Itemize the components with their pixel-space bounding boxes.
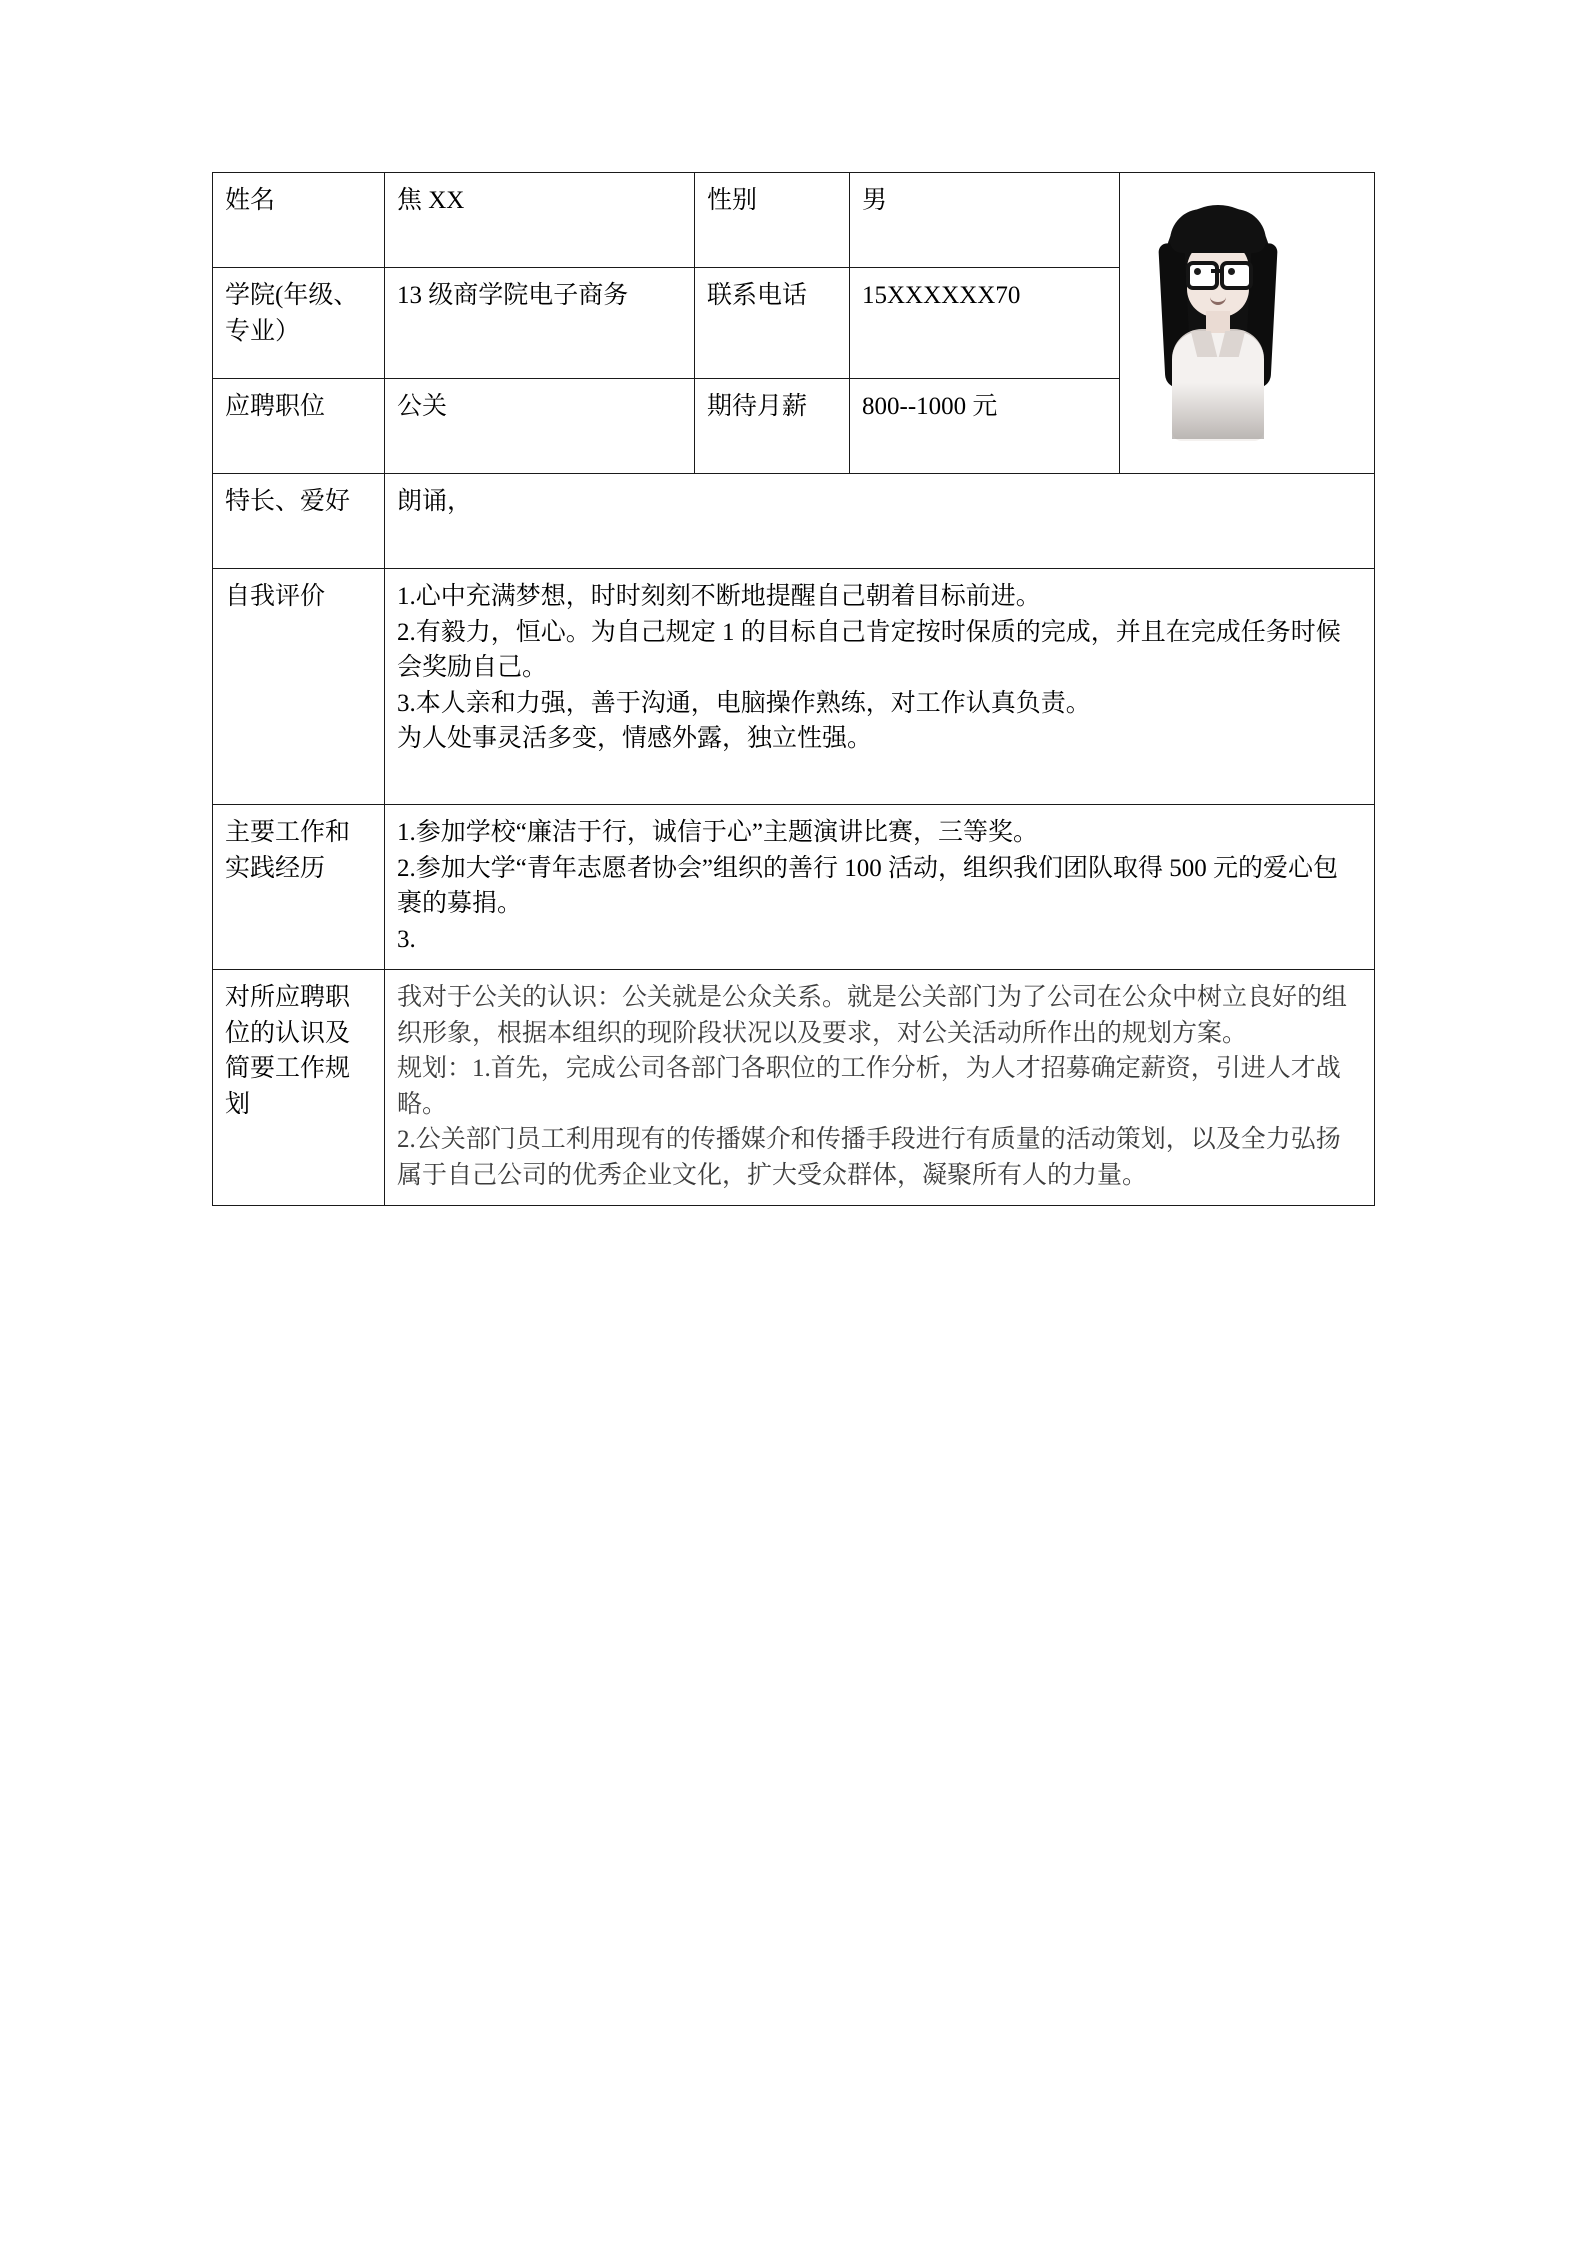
understanding-line: 2.公关部门员工利用现有的传播媒介和传播手段进行有质量的活动策划，以及全力弘扬属于自己公司的优秀企业文化，扩大受众群体，凝聚所有人的力量。 bbox=[397, 1126, 1341, 1189]
neck-icon bbox=[1206, 311, 1230, 333]
position-label: 应聘职位 bbox=[213, 378, 385, 473]
eye-left-icon bbox=[1194, 268, 1201, 275]
understanding-label: 对所应聘职位的认识及简要工作规划 bbox=[213, 970, 385, 1206]
bangs-icon bbox=[1170, 209, 1266, 253]
college-label: 学院(年级、专业） bbox=[213, 268, 385, 379]
name-value: 焦 XX bbox=[385, 173, 695, 268]
understanding-value bbox=[385, 970, 1375, 1206]
experience-line: 1.参加学校“廉洁于行，诚信于心”主题演讲比赛，三等奖。 bbox=[397, 819, 1038, 846]
eye-right-icon bbox=[1228, 268, 1235, 275]
salary-value: 800--1000 元 bbox=[850, 378, 1120, 473]
photo-cell bbox=[1120, 173, 1375, 474]
glasses-right-icon bbox=[1220, 261, 1253, 290]
photo-shading bbox=[1172, 383, 1264, 439]
glasses-left-icon bbox=[1186, 261, 1219, 290]
table-row bbox=[213, 970, 1375, 1206]
applicant-photo bbox=[1132, 183, 1302, 461]
table-row bbox=[213, 569, 1375, 805]
resume-table bbox=[212, 172, 1375, 1206]
phone-label: 联系电话 bbox=[695, 268, 850, 379]
experience-value bbox=[385, 805, 1375, 970]
hobby-value: 朗诵， bbox=[385, 474, 1375, 569]
avatar bbox=[1132, 183, 1302, 461]
self-evaluation-line: 2.有毅力，恒心。为自己规定 1 的目标自己肯定按时保质的完成，并且在完成任务时候会奖励自己。 bbox=[397, 618, 1341, 681]
table-row bbox=[213, 805, 1375, 970]
position-value: 公关 bbox=[385, 378, 695, 473]
self-evaluation-label: 自我评价 bbox=[213, 569, 385, 805]
gender-value: 男 bbox=[850, 173, 1120, 268]
experience-line: 3. bbox=[397, 925, 416, 953]
self-evaluation-line: 1.心中充满梦想，时时刻刻不断地提醒自己朝着目标前进。 bbox=[397, 583, 1041, 610]
self-evaluation-line: 为人处事灵活多变，情感外露，独立性强。 bbox=[397, 725, 873, 752]
understanding-line: 规划：1.首先，完成公司各部门各职位的工作分析，为人才招募确定薪资，引进人才战略。 bbox=[397, 1055, 1341, 1118]
understanding-line: 我对于公关的认识：公关就是公众关系。就是公关部门为了公司在公众中树立良好的组织形象，根据本组织的现阶段状况以及要求，对公关活动所作出的规划方案。 bbox=[397, 984, 1348, 1047]
table-row bbox=[213, 474, 1375, 569]
glasses-bridge-icon bbox=[1211, 269, 1223, 273]
name-label: 姓名 bbox=[213, 173, 385, 268]
gender-label: 性别 bbox=[695, 173, 850, 268]
salary-label: 期待月薪 bbox=[695, 378, 850, 473]
phone-value: 15XXXXXX70 bbox=[850, 268, 1120, 379]
experience-label: 主要工作和实践经历 bbox=[213, 805, 385, 970]
experience-line: 2.参加大学“青年志愿者协会”组织的善行 100 活动，组织我们团队取得 500 元的爱心包裹的募捐。 bbox=[397, 854, 1338, 917]
self-evaluation-value bbox=[385, 569, 1375, 805]
self-evaluation-line: 3.本人亲和力强，善于沟通，电脑操作熟练，对工作认真负责。 bbox=[397, 689, 1091, 717]
table-row bbox=[213, 173, 1375, 268]
hobby-label: 特长、爱好 bbox=[213, 474, 385, 569]
college-value: 13 级商学院电子商务 bbox=[385, 268, 695, 379]
self-evaluation-spacer bbox=[397, 757, 1362, 793]
